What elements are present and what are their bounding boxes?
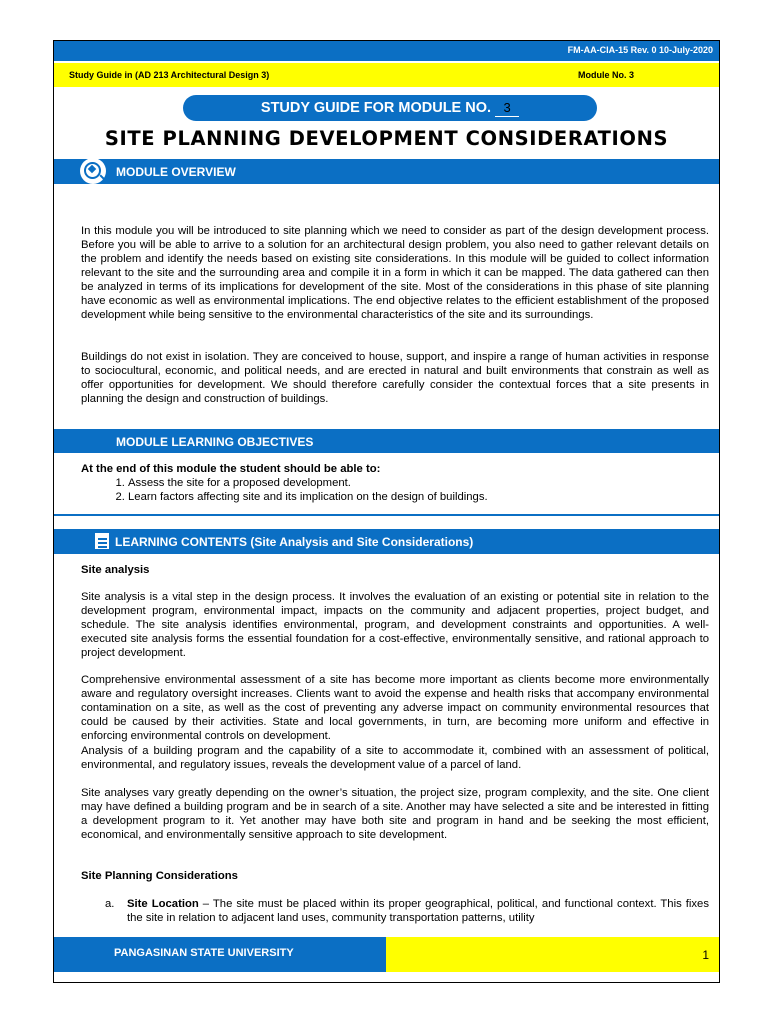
study-guide-banner — [183, 95, 597, 121]
page-number: 1 — [702, 948, 709, 962]
overview-paragraph-1: In this module you will be introduced to site planning which we need to consider as part of the design development process. Before you will be able to arrive to a solution for an architectural design problem, you also need to gather relevant details on the problem and identify the needs based on existing site considerations. In this module will be guided to collect information relevant to the site and the surrounding area and compile it in a form in which it can be mapped. The data gathered can then be analyzed in terms of its implications for development of the site. Most of the considerations in this phase of site planning have economic as well as environmental implications. The end objective relates to the efficient establishment of the proposed development while being sensitive to the environmental characteristics of the site and its surroundings. — [81, 225, 709, 321]
site-analysis-paragraph-1: Site analysis is a vital step in the design process. It involves the evaluation of an existing or potential site in relation to the development program, environmental impact, impacts on the community and adjacent properties, project budget, and schedule. The site analysis identifies environmental, program, and development constraints and opportunities. A well-executed site analysis forms the essential foundation for a cost-effective, environmentally sensitive, and rational approach to project development. — [81, 591, 709, 659]
site-location-text: – The site must be placed within its proper geographical, political, and functional context. This fixes the site in relation to adjacent land uses, community transportation patterns, utility — [127, 898, 709, 924]
learning-objectives-heading: MODULE LEARNING OBJECTIVES — [116, 435, 314, 449]
learning-objectives-header — [54, 429, 719, 453]
site-analysis-paragraph-3: Analysis of a building program and the capability of a site to accommodate it, combined with an assessment of political, environmental, and regulatory issues, reveals the development value of a parcel of land. — [81, 745, 709, 771]
form-code: FM-AA-CIA-15 Rev. 0 10-July-2020 — [567, 45, 713, 55]
banner-module-number: 3 — [495, 100, 519, 117]
overview-paragraph-2: Buildings do not exist in isolation. They are conceived to house, support, and inspire a range of human activities in response to sociocultural, economic, and political needs, and are erected in natural and built environments that constrain as well as offer opportunities for development. We should therefore carefully consider the contextual forces that a site presents in planning the design and construction of buildings. — [81, 351, 709, 405]
document-icon — [94, 532, 110, 550]
banner-label: STUDY GUIDE FOR MODULE NO. — [260, 100, 496, 116]
section-divider — [54, 514, 719, 516]
objectives-list — [88, 476, 488, 504]
site-analysis-paragraph-4: Site analyses vary greatly depending on the owner’s situation, the project size, program complexity, and the site. One client may have defined a building program and be in search of a site. Another may have selected a site and be interested in fitting a development program to it. Yet another may have both site and program in hand and be seeking the most efficient, economical, and environmentally sensitive approach to site development. — [81, 787, 709, 841]
site-analysis-heading: Site analysis — [81, 564, 150, 576]
objectives-intro: At the end of this module the student should be able to: — [81, 463, 381, 475]
site-planning-considerations-heading: Site Planning Considerations — [81, 870, 238, 882]
learning-contents-header — [54, 529, 719, 554]
page-title: SITE PLANNING DEVELOPMENT CONSIDERATIONS — [104, 127, 669, 150]
module-number-label: Module No. 3 — [578, 70, 634, 80]
footer-university-band — [54, 937, 386, 972]
footer-page-band — [386, 937, 719, 972]
learning-contents-heading: LEARNING CONTENTS (Site Analysis and Site Considerations) — [115, 535, 474, 549]
objective-item: 1. Assess the site for a proposed development. — [128, 476, 488, 490]
form-code-bar — [54, 41, 719, 61]
site-location-term: Site Location — [127, 898, 199, 910]
module-overview-header — [54, 159, 719, 184]
site-location-item — [127, 897, 709, 925]
site-analysis-paragraph-2: Comprehensive environmental assessment of a site has become more important as clients become more environmentally aware and regulatory oversight increases. Clients want to avoid the expense and health risks that accompany environmental contamination on a site, as well as the cost of preventing any adverse impact on community environmental resources that could be caused by their activities. State and local governments, in turn, are becoming more uniform and effective in enforcing environmental controls on development. — [81, 674, 709, 742]
list-marker: a. — [105, 898, 115, 910]
search-icon — [80, 158, 106, 184]
module-overview-heading: MODULE OVERVIEW — [116, 165, 236, 179]
course-label: Study Guide in (AD 213 Architectural Design 3) — [69, 70, 270, 80]
objective-item: 2. Learn factors affecting site and its implication on the design of buildings. — [128, 490, 488, 504]
course-bar — [54, 63, 719, 87]
university-name: PANGASINAN STATE UNIVERSITY — [114, 947, 294, 959]
